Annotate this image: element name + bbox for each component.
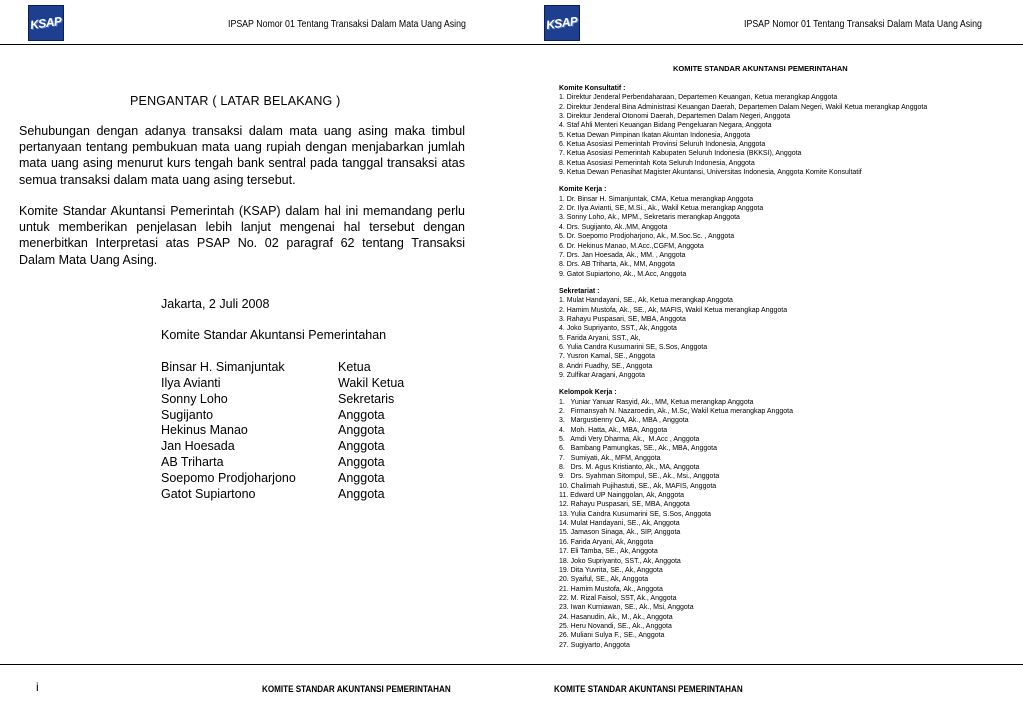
member-row <box>161 423 404 439</box>
section-title: Komite Kerja : <box>559 186 607 194</box>
committee-member: 2. Hamim Mustofa, Ak., SE., Ak, MAFIS, Wakil Ketua merangkap Anggota <box>559 306 788 314</box>
member-role: Anggota <box>338 423 385 438</box>
committee-member: 7. Yusron Kamal, SE., Anggota <box>559 353 655 361</box>
member-name: Hekinus Manao <box>161 423 248 438</box>
committee-composition <box>559 84 927 650</box>
committee-member: 6. Yulia Candra Kusumarini SE, S.Sos, Anggota <box>559 343 708 351</box>
member-name: Soepomo Prodjoharjono <box>161 470 296 485</box>
header-title-right: IPSAP Nomor 01 Tentang Transaksi Dalam Mata Uang Asing <box>744 19 982 30</box>
logo-text: KSAP <box>29 13 63 33</box>
section-title: Kelompok Kerja : <box>559 389 617 397</box>
committee-member: 8. Andri Fuadhy, SE., Anggota <box>559 362 653 370</box>
committee-member: 7. Ketua Asosiasi Pemerintah Kabupaten Seluruh Indonesia (BKKSI), Anggota <box>559 150 802 158</box>
member-row <box>161 471 404 487</box>
committee-member: 26. Muliani Sulya F., SE., Anggota <box>559 632 665 640</box>
committee-member: 4. Joko Supriyanto, SST., Ak, Anggota <box>559 325 677 333</box>
section-gap <box>559 279 927 287</box>
committee-member: 2. Direktur Jenderal Bina Administrasi Keuangan Daerah, Departemen Dalam Negeri, Wakil Ketua merangkap Anggota <box>559 103 928 111</box>
committee-member: 18. Joko Supriyanto, SST., Ak, Anggota <box>559 557 681 565</box>
committee-member: 17. Eli Tamba, SE., Ak, Anggota <box>559 548 658 556</box>
committee-member: 1. Direktur Jenderal Perbendaharaan, Departemen Keuangan, Ketua merangkap Anggota <box>559 94 838 102</box>
member-role: Anggota <box>338 470 385 485</box>
committee-member: 5. Amdi Very Dharma, Ak., M.Acc , Anggota <box>559 436 700 444</box>
section-gap <box>559 380 927 388</box>
committee-member: 14. Mulat Handayani, SE., Ak, Anggota <box>559 520 680 528</box>
member-name: AB Triharta <box>161 455 224 470</box>
header-title-left: IPSAP Nomor 01 Tentang Transaksi Dalam Mata Uang Asing <box>228 19 466 30</box>
member-role: Wakil Ketua <box>338 375 405 390</box>
member-row <box>161 455 404 471</box>
member-row <box>161 376 404 392</box>
committee-member: 8. Ketua Asosiasi Pemerintah Kota Seluruh Indonesia, Anggota <box>559 159 755 167</box>
committee-member: 3. Direktur Jenderal Otonomi Daerah, Departemen Dalam Negeri, Anggota <box>559 113 791 121</box>
committee-member: 23. Iwan Kurniawan, SE., Ak., Msi, Anggota <box>559 604 694 612</box>
committee-member: 19. Dita Yuvrita, SE., Ak, Anggota <box>559 566 663 574</box>
member-name: Gatot Supiartono <box>161 486 256 501</box>
footer-title-left: KOMITE STANDAR AKUNTANSI PEMERINTAHAN <box>262 684 451 694</box>
committee-member: 15. Jamason Sinaga, Ak., SIP, Anggota <box>559 529 681 537</box>
paragraph-2: Komite Standar Akuntansi Pemerintah (KSAP) dalam hal ini memandang perlu untuk memberikan penjelasan lebih lanjut mengenai hal tersebut dengan menerbitkan Interpretasi atas PSAP No. 02 paragraf 62 tentang Transaksi Dalam Mata Uang Asing. <box>19 204 465 267</box>
committee-member: 25. Heru Novandi, SE., Ak., Anggota <box>559 622 672 630</box>
member-role: Anggota <box>338 439 385 454</box>
committee-member: 9. Ketua Dewan Penasihat Magister Akuntansi, Universitas Indonesia, Anggota Komite Konsultatif <box>559 169 862 177</box>
committee-member: 16. Farida Aryani, Ak, Anggota <box>559 538 654 546</box>
member-role: Anggota <box>338 407 385 422</box>
committee-member: 21. Hamim Mustofa, Ak., Anggota <box>559 585 663 593</box>
committee-member: 1. Yuniar Yanuar Rasyid, Ak., MM, Ketua merangkap Anggota <box>559 398 754 406</box>
committee-member: 8. Drs. AB Triharta, Ak., MM, Anggota <box>559 261 675 269</box>
committee-member: 12. Rahayu Puspasari, SE, MBA, Anggota <box>559 501 690 509</box>
committee-member: 22. M. Rizal Faisol, SST, Ak., Anggota <box>559 594 677 602</box>
committee-title: KOMITE STANDAR AKUNTANSI PEMERINTAHAN <box>673 64 848 73</box>
committee-member: 3. Margustienny OA, Ak., MBA , Anggota <box>559 417 689 425</box>
committee-member: 11. Edward UP Nainggolan, Ak, Anggota <box>559 492 685 500</box>
committee-member: 1. Mulat Handayani, SE., Ak, Ketua merangkap Anggota <box>559 297 733 305</box>
committee-member: 5. Ketua Dewan Pimpinan Ikatan Akuntan Indonesia, Anggota <box>559 131 751 139</box>
committee-member: 6. Dr. Hekinus Manao, M.Acc.,CGFM, Anggota <box>559 242 704 250</box>
committee-member: 24. Hasanudin, Ak., M., Ak., Anggota <box>559 613 673 621</box>
committee-member: 20. Syaiful, SE., Ak, Anggota <box>559 576 649 584</box>
footer-divider <box>0 664 1023 665</box>
committee-member: 3. Rahayu Puspasari, SE, MBA, Anggota <box>559 315 686 323</box>
committee-member: 3. Sonny Loho, Ak., MPM., Sekretaris merangkap Anggota <box>559 214 740 222</box>
member-role: Anggota <box>338 455 385 470</box>
place-date: Jakarta, 2 Juli 2008 <box>161 297 270 311</box>
member-name: Ilya Avianti <box>161 375 221 390</box>
member-role: Ketua <box>338 360 371 374</box>
committee-member: 9. Drs. Syahman Sitompul, SE., Ak., Msi., Anggota <box>559 473 720 481</box>
committee-member: 13. Yulia Candra Kusumarini SE, S.Sos, Anggota <box>559 510 712 518</box>
member-name: Sugijanto <box>161 407 214 422</box>
committee-member: 8. Drs. M. Agus Kristianto, Ak., MA, Anggota <box>559 464 700 472</box>
section-title: Komite Konsultatif : <box>559 85 626 92</box>
footer-title-right: KOMITE STANDAR AKUNTANSI PEMERINTAHAN <box>554 684 743 694</box>
member-row <box>161 360 404 376</box>
committee-member: 4. Staf Ahli Menteri Keuangan Bidang Pengeluaran Negara, Anggota <box>559 122 772 130</box>
committee-name: Komite Standar Akuntansi Pemerintahan <box>161 328 387 342</box>
header-divider <box>0 44 1023 45</box>
ksap-logo <box>544 5 580 41</box>
committee-member: 9. Zulfikar Aragani, Anggota <box>559 371 645 379</box>
member-role: Anggota <box>338 486 385 501</box>
ksap-logo <box>28 5 64 41</box>
committee-member: 27. Sugiyarto, Anggota <box>559 641 630 649</box>
committee-member: 5. Farida Aryani, SST., Ak, <box>559 334 641 342</box>
member-row <box>161 439 404 455</box>
member-row <box>161 487 404 503</box>
paragraph-1: Sehubungan dengan adanya transaksi dalam mata uang asing maka timbul pertanyaan tentang pembukuan mata uang rupiah dengan menjabarkan jumlah mata uang asing menurut kurs tengah bank sentral pada tanggal transaksi atas semua transaksi dalam mata uang asing tersebut. <box>19 124 465 187</box>
committee-member: 7. Drs. Jan Hoesada, Ak., MM. , Anggota <box>559 251 686 259</box>
committee-member: 2. Dr. Ilya Avianti, SE, M.Si., Ak., Wakil Ketua merangkap Anggota <box>559 205 764 213</box>
committee-member: 6. Ketua Asosiasi Pemerintah Provinsi Seluruh Indonesia, Anggota <box>559 141 766 149</box>
committee-member: 9. Gatot Supiartono, Ak., M.Acc, Anggota <box>559 270 687 278</box>
member-name: Jan Hoesada <box>161 439 235 454</box>
committee-member: 4. Moh. Hatta, Ak., MBA, Anggota <box>559 426 668 434</box>
committee-member: 2. Firmansyah N. Nazaroedin, Ak., M.Sc, Wakil Ketua merangkap Anggota <box>559 408 793 415</box>
member-list <box>161 360 404 503</box>
committee-member: 6. Bambang Pamungkas, SE., Ak., MBA, Anggota <box>559 445 717 453</box>
committee-member: 4. Drs. Sugijanto, Ak.,MM, Anggota <box>559 223 668 231</box>
member-role: Sekretaris <box>338 391 395 406</box>
left-page <box>0 0 511 708</box>
committee-member: 1. Dr. Binsar H. Simanjuntak, CMA, Ketua merangkap Anggota <box>559 195 754 203</box>
member-name: Sonny Loho <box>161 391 228 406</box>
member-row <box>161 408 404 424</box>
member-name: Binsar H. Simanjuntak <box>161 360 285 374</box>
section-gap <box>559 177 927 185</box>
intro-heading: PENGANTAR ( LATAR BELAKANG ) <box>130 94 341 108</box>
page-number: i <box>36 680 39 694</box>
committee-member: 10. Chalimah Pujihastuti, SE., Ak, MAFIS, Anggota <box>559 482 717 490</box>
committee-member: 7. Sumiyati, Ak., MFM, Anggota <box>559 454 661 462</box>
logo-text: KSAP <box>545 13 579 33</box>
right-page <box>512 0 1023 708</box>
section-title: Sekretariat : <box>559 287 600 295</box>
member-row <box>161 392 404 408</box>
committee-member: 5. Dr. Soepomo Prodjoharjono, Ak., M.Soc.Sc. , Anggota <box>559 233 735 241</box>
